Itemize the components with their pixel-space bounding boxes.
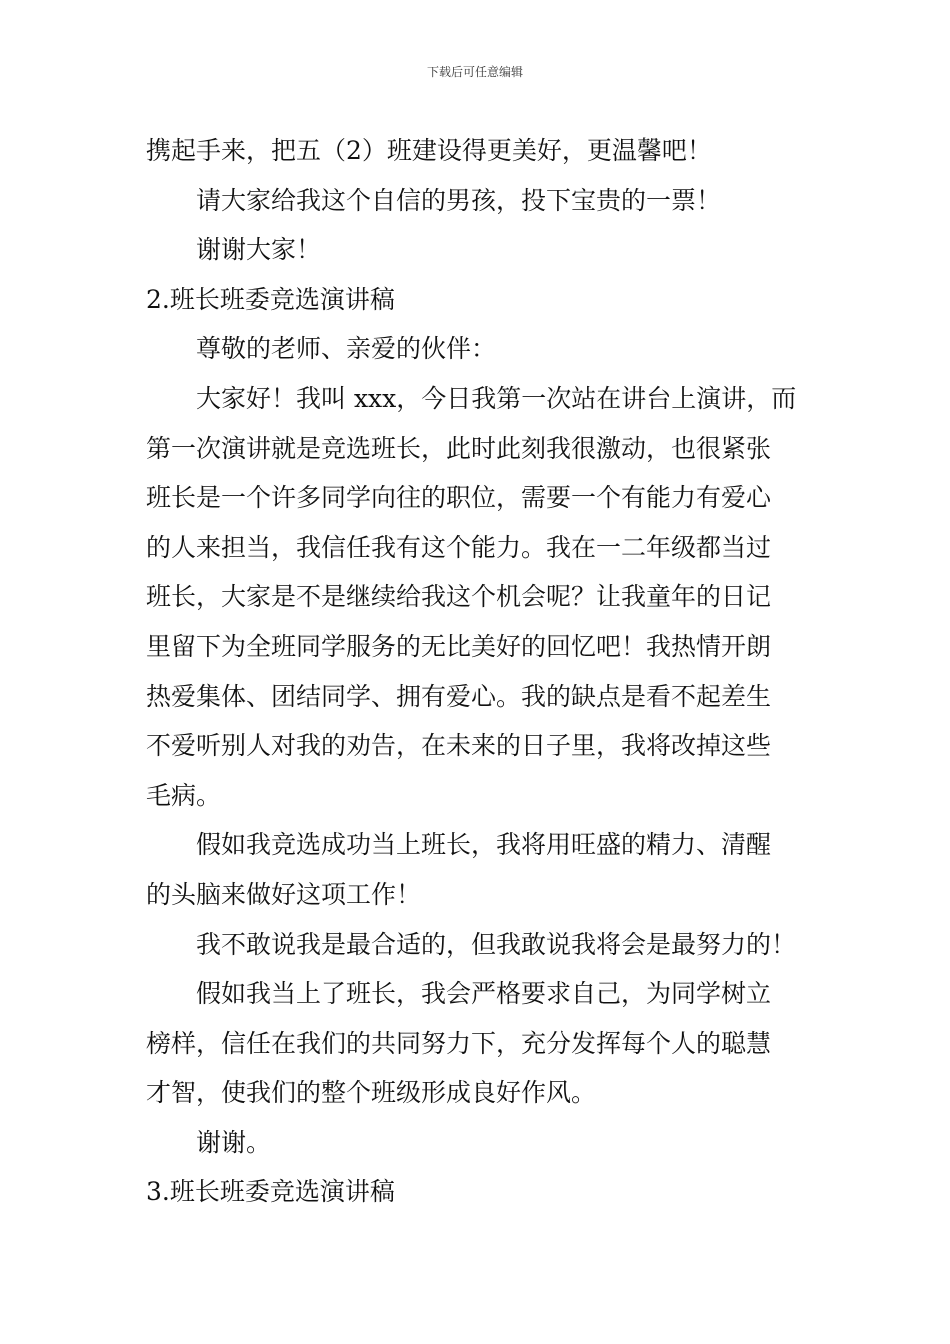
- text-line: 2.班长班委竞选演讲稿: [146, 284, 395, 314]
- text-line: 请大家给我这个自信的男孩，投下宝贵的一票！: [196, 185, 722, 215]
- text-line: 班长是一个许多同学向往的职位，需要一个有能力有爱心: [146, 483, 772, 513]
- text-line: 尊敬的老师、亲爱的伙伴：: [196, 334, 497, 364]
- text-line: 携起手来，把五（2）班建设得更美好，更温馨吧！: [146, 136, 712, 165]
- text-line: 热爱集体、团结同学、拥有爱心。我的缺点是看不起差生: [146, 681, 772, 711]
- document-body: [146, 126, 818, 1217]
- text-line: 大家好！我叫 xxx，今日我第一次站在讲台上演讲，而: [196, 383, 797, 413]
- text-line: 3.班长班委竞选演讲稿: [146, 1177, 395, 1207]
- text-line: 里留下为全班同学服务的无比美好的回忆吧！我热情开朗: [146, 631, 772, 661]
- text-line: 班长，大家是不是继续给我这个机会呢？让我童年的日记: [146, 582, 772, 612]
- text-line: 不爱听别人对我的劝告，在未来的日子里，我将改掉这些: [146, 731, 772, 761]
- text-line: 的人来担当，我信任我有这个能力。我在一二年级都当过: [146, 532, 772, 562]
- text-line: 谢谢。: [196, 1127, 272, 1157]
- page-header: 下载后可任意编辑: [426, 65, 523, 79]
- text-line: 假如我竞选成功当上班长，我将用旺盛的精力、清醒: [196, 830, 772, 860]
- text-line: 第一次演讲就是竞选班长，此时此刻我很激动，也很紧张: [146, 433, 772, 463]
- text-line: 才智，使我们的整个班级形成良好作风。: [146, 1078, 597, 1108]
- text-line: 我不敢说我是最合适的，但我敢说我将会是最努力的！: [196, 929, 797, 959]
- text-line: 毛病。: [146, 780, 222, 810]
- text-line: 榜样，信任在我们的共同努力下，充分发挥每个人的聪慧: [146, 1028, 772, 1058]
- text-line: 假如我当上了班长，我会严格要求自己，为同学树立: [196, 979, 772, 1009]
- text-line: 的头脑来做好这项工作！: [146, 879, 422, 909]
- text-line: 谢谢大家！: [196, 235, 322, 265]
